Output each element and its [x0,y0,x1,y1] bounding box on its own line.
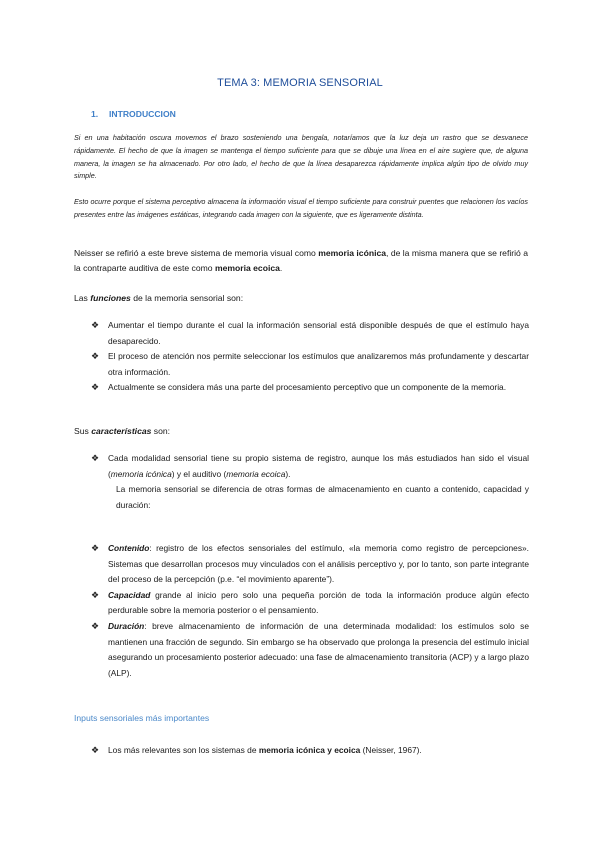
list-item [91,380,529,396]
caracteristicas-intro [74,424,528,439]
section-heading-inputs: Inputs sensoriales más importantes [74,713,210,723]
term-label: Contenido [108,543,150,553]
diamond-bullet-icon: ❖ [91,453,100,463]
diamond-bullet-icon: ❖ [91,589,100,600]
term-label: Duración [108,620,145,631]
bold-term: memoria icónica [318,248,387,258]
funciones-intro [74,291,528,306]
emphasis-term: funciones [90,293,131,303]
section-heading-introduccion [91,109,176,119]
text-run: Las [74,293,91,303]
section-label: INTRODUCCION [109,109,176,119]
list-item [91,588,529,619]
diamond-bullet-icon: ❖ [91,543,100,553]
italic-term: memoria ecoica [226,468,286,479]
italic-term: memoria icónica [110,468,172,479]
text-run: (Neisser, 1967). [360,745,422,755]
text-run: ) y el auditivo ( [171,468,227,479]
term-label: Capacidad [108,589,151,600]
list-item [91,349,529,380]
text-run: Neisser se refirió a este breve sistema de memoria visual como [74,248,319,258]
intro-paragraph-2: Esto ocurre porque el sistema perceptivo almacena la información visual el tiempo suficiente para construir puentes que relacionen los vacíos presentes entre las imágenes estáticas, integrando cada imagen con la siguiente, que es ligeramente distinta. [74,197,528,219]
bold-term: memoria ecoica [214,263,280,274]
diamond-bullet-icon: ❖ [91,620,100,631]
list-item-text: El proceso de atención nos permite seleccionar los estímulos que analizaremos más profundamente y descartar otra información. [108,351,529,377]
text-run: , de la misma manera que se refirió a la contraparte auditiva de este como [74,248,528,274]
intro-paragraph-1: Si en una habitación oscura movemos el brazo sosteniendo una bengala, notaríamos que la luz deja un rastro que se desvanece rápidamente. El hecho de que la imagen se mantenga el tiempo suficiente para que se dibuje una línea en el aire sugiere que, de alguna manera, la imagen se ha almacenado. Por otro lado, el hecho de que la línea desaparezca rápidamente implica algún tipo de olvido muy simple. [74,133,528,181]
caracteristicas-details-list [91,541,529,681]
list-item [91,451,529,513]
bold-term: memoria icónica y ecoica [258,745,361,755]
neisser-paragraph [74,246,528,276]
diamond-bullet-icon: ❖ [91,351,100,362]
indented-text: La memoria sensorial se diferencia de otras formas de almacenamiento en cuanto a contenido, capacidad y duración: [116,484,529,510]
text-run: Sus [74,426,92,436]
caracteristicas-list [91,451,529,513]
text-run: Cada modalidad sensorial tiene su propio sistema de registro, aunque los más estudiados han sido el visual ( [108,453,529,479]
text-run: de la memoria sensorial son: [130,293,244,303]
list-item [91,619,529,681]
list-item [91,743,529,759]
list-item-text: : registro de los efectos sensoriales del estímulo, «la memoria como registro de percepciones». Sistemas que desarrollan procesos muy vinculados con el análisis perceptivo y, por lo tanto, son parte integrante del proceso de la percepción (p.e. “el movimiento aparente”). [108,543,529,585]
text-run: Los más relevantes son los sistemas de [108,745,259,755]
diamond-bullet-icon: ❖ [91,745,100,755]
page-title: TEMA 3: MEMORIA SENSORIAL [217,77,383,89]
text-run: son: [151,426,171,436]
emphasis-term: características [91,426,152,436]
diamond-bullet-icon: ❖ [91,320,100,330]
list-item-text: Actualmente se considera más una parte del procesamiento perceptivo que un componente de la memoria. [108,382,507,393]
diamond-bullet-icon: ❖ [91,382,100,393]
list-item-text: grande al inicio pero solo una pequeña porción de toda la información produce algún efecto perdurable sobre la memoria posterior o el pensamiento. [108,589,529,616]
list-item [91,541,529,588]
text-run: ). [285,468,291,479]
list-item-text: : breve almacenamiento de información de una determinada modalidad: los estímulos solo se mantienen una fracción de segundo. Sin embargo se ha observado que prolonga la presencia del estímulo inicial asegurando un procesamiento posterior adecuado: una fase de almacenamiento transitoria (ACP) y a largo plazo (ALP). [108,620,529,678]
inputs-list [91,743,529,759]
list-item [91,318,529,349]
funciones-list [91,318,529,396]
section-number: 1. [91,109,99,119]
text-run: . [279,263,283,274]
list-item-text: Aumentar el tiempo durante el cual la información sensorial está disponible después de que el estímulo haya desaparecido. [108,320,529,346]
